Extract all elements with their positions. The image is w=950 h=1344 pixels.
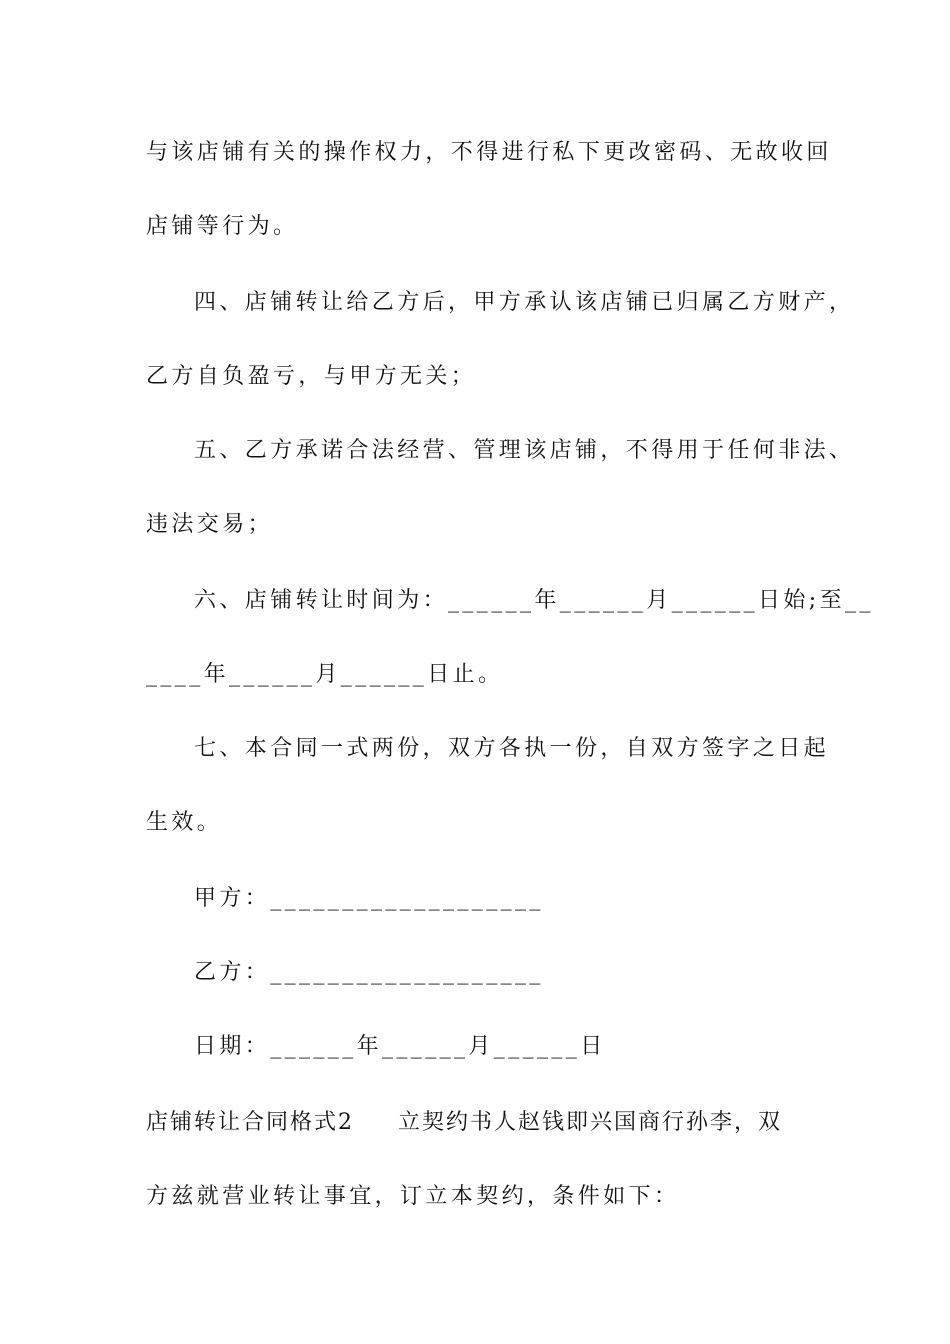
clause-seven-line-1: 七、本合同一式两份，双方各执一份，自双方签字之日起 [194, 736, 830, 761]
clause-four-line-2: 乙方自负盈亏，与甲方无关； [146, 364, 477, 389]
section-heading-line [146, 1103, 826, 1143]
date-signature-line: 日期：______年______月______日 [194, 1034, 606, 1059]
clause-five-line-2: 违法交易； [146, 512, 274, 537]
clause-four-line-1: 四、店铺转让给乙方后，甲方承认该店铺已归属乙方财产， [194, 290, 855, 315]
party-a-signature-line: 甲方：___________________ [194, 886, 544, 911]
clause-six-line-2: ____年______月______日止。 [146, 662, 504, 687]
section-intro-line-2: 方兹就营业转让事宜，订立本契约，条件如下： [146, 1184, 680, 1209]
clause-seven-line-2: 生效。 [146, 810, 223, 835]
section-intro: 立契约书人赵钱即兴国商行孙李，双 [398, 1110, 783, 1135]
party-b-signature-line: 乙方：___________________ [194, 960, 544, 985]
clause-six-line-1: 六、店铺转让时间为：______年______月______日始;至__ [194, 588, 874, 613]
clause-five-line-1: 五、乙方承诺合法经营、管理该店铺，不得用于任何非法、 [194, 438, 855, 463]
section-title: 店铺转让合同格式2 [146, 1110, 354, 1135]
paragraph-line-2: 店铺等行为。 [146, 214, 299, 239]
paragraph-line-1: 与该店铺有关的操作权力，不得进行私下更改密码、无故收回 [146, 140, 832, 165]
